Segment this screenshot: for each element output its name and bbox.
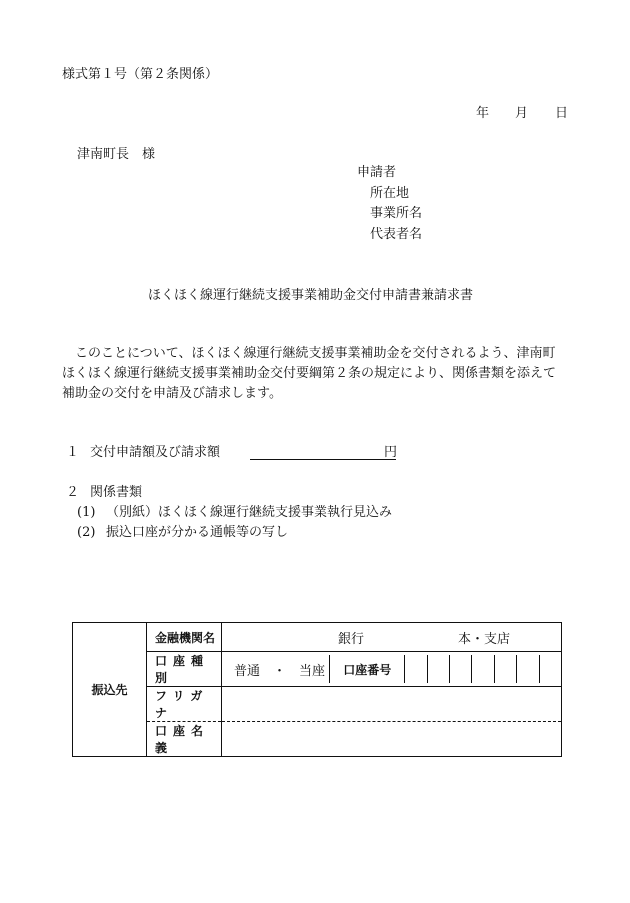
account-number-digit[interactable] (404, 655, 426, 683)
body-line-3: 補助金の交付を申請及び請求します。 (62, 386, 282, 401)
subitem2-number: (2) (77, 525, 96, 540)
account-name-label-cell (147, 722, 222, 757)
account-number-digit[interactable] (449, 655, 471, 683)
addressee: 津南町長 様 (77, 147, 156, 162)
account-type-label: 口座種別 (155, 654, 210, 685)
date-year: 年 (476, 106, 490, 121)
transfer-destination-label: 振込先 (91, 683, 128, 697)
applicant-heading: 申請者 (357, 165, 397, 180)
account-type-row (222, 652, 562, 687)
body-paragraph (62, 344, 572, 404)
account-name-label: 口座名義 (155, 724, 210, 755)
account-type-label-cell (147, 652, 222, 687)
body-line-2: ほくほく線運行継続支援事業補助金交付要綱第２条の規定により、関係書類を添えて (62, 366, 557, 381)
institution-label: 金融機関名 (155, 630, 216, 645)
transfer-destination-cell (73, 623, 147, 757)
account-type-options[interactable]: 普通 ・ 当座 (234, 663, 326, 679)
institution-field[interactable] (222, 623, 562, 652)
applicant-representative-label: 代表者名 (370, 227, 423, 242)
account-number-digit[interactable] (494, 655, 516, 683)
bank-suffix: 銀行 (338, 631, 365, 647)
account-number-digit[interactable] (471, 655, 493, 683)
bank-account-table (72, 622, 562, 757)
item1-number: １ (66, 445, 80, 460)
account-number-digit[interactable] (516, 655, 538, 683)
account-name-field[interactable] (222, 722, 562, 757)
body-line-1: このことについて、ほくほく線運行継続支援事業補助金を交付されるよう、津南町 (75, 346, 556, 361)
branch-suffix: 本・支店 (458, 631, 511, 647)
account-number-digit[interactable] (427, 655, 449, 683)
account-number-digit[interactable] (539, 655, 561, 683)
institution-label-cell (147, 623, 222, 652)
amount-unit: 円 (384, 445, 398, 460)
furigana-label-cell (147, 687, 222, 722)
applicant-office-label: 事業所名 (370, 206, 423, 221)
applicant-address-label: 所在地 (370, 186, 410, 201)
furigana-label: フリガナ (155, 689, 209, 720)
item2-label: 関係書類 (90, 485, 143, 500)
item2-number: ２ (66, 485, 80, 500)
amount-field[interactable] (250, 459, 396, 460)
furigana-field[interactable] (222, 687, 562, 722)
item1-label: 交付申請額及び請求額 (90, 445, 221, 460)
date-month: 月 (515, 106, 529, 121)
date-day: 日 (555, 106, 569, 121)
subitem1-number: (1) (77, 505, 96, 520)
form-number: 様式第１号（第２条関係） (62, 67, 219, 82)
document-title: ほくほく線運行継続支援事業補助金交付申請書兼請求書 (148, 288, 474, 303)
subitem2-text: 振込口座が分かる通帳等の写し (106, 525, 289, 540)
subitem1-text: （別紙）ほくほく線運行継続支援事業執行見込み (106, 505, 393, 520)
account-number-label: 口座番号 (329, 655, 404, 683)
